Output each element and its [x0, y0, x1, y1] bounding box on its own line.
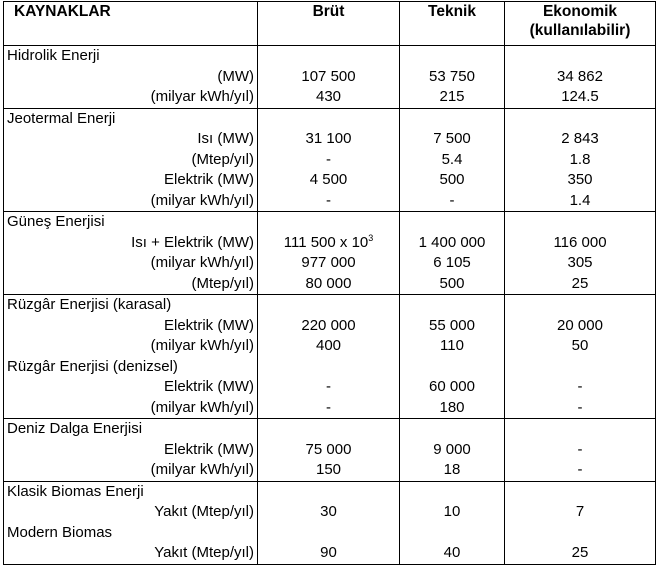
source-title: Hidrolik Enerji: [7, 47, 100, 64]
brut-value: 430: [315, 88, 342, 105]
source-title: Deniz Dalga Enerjisi: [7, 420, 143, 437]
unit-label: Elektrik (MW): [164, 440, 254, 458]
ekonomik-cell: [505, 419, 656, 482]
unit-label: (milyar kWh/yıl): [150, 461, 254, 478]
blank-line: [400, 419, 504, 440]
source-cell: [4, 108, 258, 212]
ekonomik-value: -: [577, 398, 583, 416]
teknik-value: 10: [443, 503, 461, 520]
brut-value: -: [326, 378, 331, 395]
ekonomik-value: 20 000: [557, 316, 603, 334]
teknik-cell: [400, 481, 505, 564]
brut-cell: [258, 108, 400, 212]
table-body: [4, 46, 656, 565]
blank-line: [505, 109, 655, 130]
brut-value: 977 000: [301, 254, 356, 271]
unit-label: (Mtep/yıl): [191, 274, 254, 292]
teknik-value: 55 000: [429, 316, 475, 334]
source-cell: [4, 295, 258, 419]
brut-cell: [258, 212, 400, 295]
header-ekonomik: [505, 2, 656, 46]
brut-value: 80 000: [305, 274, 352, 292]
brut-value: 220 000: [301, 316, 356, 334]
blank-line: [400, 212, 504, 233]
table-group: [4, 481, 656, 564]
table-group: [4, 212, 656, 295]
blank-line: [400, 295, 504, 316]
brut-value: 30: [320, 503, 337, 520]
brut-value-base: 111 500 x 10: [283, 233, 369, 251]
header-ekonomik-title: Ekonomik: [542, 3, 618, 20]
blank-line: [505, 357, 655, 378]
teknik-value: 1 400 000: [418, 233, 486, 251]
unit-label: Yakıt (Mtep/yıl): [154, 544, 254, 561]
header-teknik: Teknik: [400, 2, 505, 46]
teknik-value: 40: [443, 544, 461, 561]
blank-line: [258, 419, 399, 440]
source-title: Güneş Enerjisi: [7, 213, 105, 230]
header-kaynaklar: KAYNAKLAR: [4, 2, 258, 46]
brut-value: 150: [315, 461, 342, 478]
ekonomik-value: 25: [571, 274, 589, 292]
brut-cell: [258, 419, 400, 482]
ekonomik-cell: [505, 46, 656, 109]
unit-label: (milyar kWh/yıl): [150, 88, 254, 105]
source-title: Klasik Biomas Enerji: [7, 482, 144, 500]
source-title: Jeotermal Enerji: [7, 109, 116, 127]
brut-value: -: [326, 398, 331, 416]
unit-label: (MW): [217, 67, 254, 85]
exponent: 3: [368, 232, 374, 243]
ekonomik-value: 1.8: [569, 150, 591, 168]
ekonomik-value: 7: [575, 503, 585, 520]
blank-line: [258, 46, 399, 67]
brut-value: -: [326, 150, 331, 168]
ekonomik-cell: [505, 108, 656, 212]
blank-line: [505, 482, 655, 503]
blank-line: [505, 419, 655, 440]
ekonomik-value: 1.4: [569, 191, 591, 209]
unit-label: Isı + Elektrik (MW): [131, 233, 254, 251]
energy-potential-table: [3, 1, 656, 565]
teknik-cell: [400, 108, 505, 212]
teknik-value: 6 105: [433, 254, 471, 271]
blank-line: [505, 212, 655, 233]
blank-line: [505, 295, 655, 316]
unit-label: (Mtep/yıl): [191, 150, 254, 168]
brut-value: 75 000: [305, 440, 352, 458]
blank-line: [400, 523, 504, 544]
teknik-value: 18: [443, 461, 461, 478]
blank-line: [258, 295, 399, 316]
brut-value: 400: [315, 337, 342, 354]
teknik-value: 53 750: [429, 67, 475, 85]
teknik-cell: [400, 46, 505, 109]
blank-line: [258, 212, 399, 233]
header-brut: Brüt: [258, 2, 400, 46]
table-header-row: [4, 2, 656, 46]
blank-line: [258, 523, 399, 544]
ekonomik-value: 34 862: [557, 67, 603, 85]
brut-cell: [258, 46, 400, 109]
teknik-value: 9 000: [433, 440, 471, 458]
unit-label: Isı (MW): [197, 130, 254, 147]
unit-label: (milyar kWh/yıl): [150, 398, 254, 416]
brut-value: -: [326, 191, 331, 209]
unit-label: Elektrik (MW): [164, 378, 254, 395]
table-group: [4, 419, 656, 482]
unit-label: Elektrik (MW): [164, 171, 254, 188]
source-cell: [4, 481, 258, 564]
ekonomik-value: 50: [571, 337, 589, 354]
brut-value: [258, 233, 399, 254]
brut-cell: [258, 295, 400, 419]
teknik-value: 500: [439, 171, 465, 188]
ekonomik-value: 350: [567, 171, 593, 188]
brut-value: 4 500: [309, 171, 348, 188]
teknik-value: -: [449, 191, 455, 209]
unit-label: Yakıt (Mtep/yıl): [154, 503, 254, 520]
ekonomik-value: -: [577, 440, 583, 458]
table-group: [4, 108, 656, 212]
teknik-value: 7 500: [433, 130, 471, 147]
teknik-value: 215: [439, 88, 465, 105]
blank-line: [400, 109, 504, 130]
brut-value: 31 100: [305, 130, 352, 147]
ekonomik-value: 305: [567, 254, 593, 271]
blank-line: [505, 46, 655, 67]
teknik-value: 60 000: [429, 378, 475, 395]
ekonomik-cell: [505, 481, 656, 564]
teknik-cell: [400, 212, 505, 295]
table-group: [4, 46, 656, 109]
table-group: [4, 295, 656, 419]
ekonomik-value: 25: [571, 544, 589, 561]
ekonomik-value: -: [577, 461, 583, 478]
ekonomik-value: -: [577, 378, 583, 395]
source-title: Modern Biomas: [7, 523, 113, 541]
unit-label: (milyar kWh/yıl): [150, 191, 254, 209]
teknik-value: 110: [440, 337, 464, 354]
blank-line: [258, 482, 399, 503]
blank-line: [505, 523, 655, 544]
blank-line: [258, 109, 399, 130]
ekonomik-cell: [505, 295, 656, 419]
source-title: Rüzgâr Enerjisi (denizsel): [7, 357, 178, 375]
unit-label: (milyar kWh/yıl): [150, 254, 254, 271]
teknik-value: 500: [439, 274, 465, 292]
brut-value: 107 500: [301, 67, 356, 85]
teknik-value: 5.4: [441, 150, 463, 168]
ekonomik-value: 116 000: [553, 233, 607, 251]
blank-line: [258, 357, 399, 378]
unit-label: Elektrik (MW): [164, 316, 254, 334]
source-title: Rüzgâr Enerjisi (karasal): [7, 296, 172, 313]
source-cell: [4, 212, 258, 295]
teknik-cell: [400, 295, 505, 419]
brut-cell: [258, 481, 400, 564]
source-cell: [4, 419, 258, 482]
brut-value: 90: [320, 544, 337, 561]
unit-label: (milyar kWh/yıl): [150, 337, 254, 354]
blank-line: [400, 357, 504, 378]
ekonomik-value: 124.5: [561, 88, 599, 105]
blank-line: [400, 482, 504, 503]
ekonomik-value: 2 843: [561, 130, 599, 147]
blank-line: [400, 46, 504, 67]
teknik-value: 180: [439, 398, 465, 416]
ekonomik-cell: [505, 212, 656, 295]
source-cell: [4, 46, 258, 109]
teknik-cell: [400, 419, 505, 482]
header-ekonomik-subtitle: (kullanılabilir): [529, 22, 631, 39]
